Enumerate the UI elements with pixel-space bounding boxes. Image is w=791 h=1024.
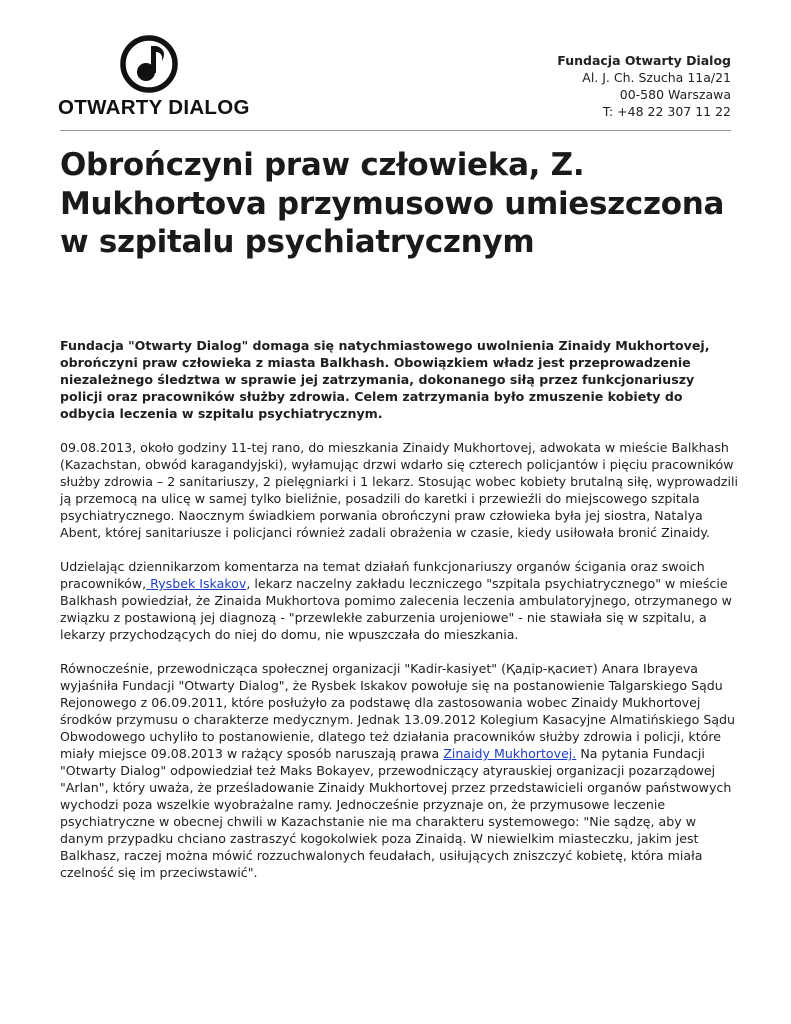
paragraph-3-text-start: Równocześnie, przewodnicząca społecznej organizacji "Kadir-kasiyet" (Қадір-қасиет) Anara Ibrayeva wyjaśniła Fundacji "Otwarty Dialog", że Rysbek Iskakov powołuje się na postanowienie Talgarskiego Sądu Rejonowego z 06.09.2011, które posłużyło za podstawę dla zastosowania wobec Zinaidy Mukhortovej środków przymusu o charakterze medycznym. Jednak 13.09.2012 Kolegium Kasacyjne Almatińskiego Sądu Obwodowego uchyliło to postanowienie, dlatego też działania pracowników służby zdrowia i policji, które miały miejsce 09.08.2013 w rażący sposób naruszają prawa xyxy=(60,661,736,761)
phone-number: T: +48 22 307 11 22 xyxy=(602,104,731,119)
zinaida-mukhortova-link[interactable]: Zinaidy Mukhortovej. xyxy=(443,746,577,761)
header-divider xyxy=(60,130,731,131)
organization-name: Fundacja Otwarty Dialog xyxy=(557,53,731,68)
paragraph-3 xyxy=(60,660,740,881)
paragraph-2 xyxy=(60,558,740,643)
organization-contact xyxy=(557,52,731,120)
logo xyxy=(58,34,250,119)
logo-text: OTWARTY DIALOG xyxy=(58,96,250,119)
paragraph-3-text-end: Na pytania Fundacji "Otwarty Dialog" odpowiedział też Maks Bokayev, przewodniczący atyrauskiej organizacji pozarządowej "Arlan", który uważa, że prześladowanie Zinaidy Mukhortovej przez przedstawicieli organów państwowych wychodzi poza wszelkie wyobrażalne ramy. Jednocześnie przyznaje on, że przymusowe leczenie psychiatryczne w obecnej chwili w Kazachstanie nie ma charakteru systemowego: "Nie sądzę, aby w danym przypadku chciano zastraszyć kogokolwiek poza Zinaidą. W niewielkim miasteczku, jakim jest Balkhasz, raczej można mówić rozzuchwalonych feudałach, usiłujących zniszczyć kobietę, która miała czelność się im przeciwstawić". xyxy=(60,746,732,880)
paragraph-1: 09.08.2013, około godziny 11-tej rano, do mieszkania Zinaidy Mukhortovej, adwokata w mieście Balkhash (Kazachstan, obwód karagandyjski), wyłamując drzwi wdarło się czterech policjantów i pięciu pracowników służby zdrowia – 2 sanitariuszy, 2 pielęgniarki i 1 lekarz. Stosując wobec kobiety brutalną siłę, wyprowadzili ją przemocą na ulicę w samej tylko bieliźnie, posadzili do karetki i przewieźli do miejscowego szpitala psychiatrycznego. Naocznym świadkiem porwania obrończyni praw człowieka była jej siostra, Natalya Abent, której sanitariusze i policjanci również zadali obrażenia w czasie, kiedy usiłowała bronić Zinaidy. xyxy=(60,440,739,540)
paragraph-2-text-start: Udzielając dziennikarzom komentarza na temat działań funkcjonariuszy organów ścigania oraz swoich pracowników, xyxy=(60,559,705,591)
logo-icon xyxy=(118,34,182,94)
address-line-2: 00-580 Warszawa xyxy=(619,87,731,102)
rysbek-iskakov-link[interactable]: Rysbek Iskakov xyxy=(146,576,247,591)
article-body xyxy=(60,337,740,898)
lead-paragraph: Fundacja "Otwarty Dialog" domaga się natychmiastowego uwolnienia Zinaidy Mukhortovej, obrończyni praw człowieka z miasta Balkhash. Obowiązkiem władz jest przeprowadzenie niezależnego śledztwa w sprawie jej zatrzymania, dokonanego siłą przez funkcjonariuszy policji oraz pracowników służby zdrowia. Celem zatrzymania było zmuszenie kobiety do odbycia leczenia w szpitalu psychiatrycznym. xyxy=(60,338,710,421)
article-title: Obrończyni praw człowieka, Z. Mukhortova przymusowo umieszczona w szpitalu psychiatrycznym xyxy=(60,147,725,260)
paragraph-2-text-end: , lekarz naczelny zakładu leczniczego "szpitala psychiatrycznego" w mieście Balkhash powiedział, że Zinaida Mukhortova pomimo zalecenia leczenia ambulatoryjnego, otrzymanego w związku z postawioną jej diagnozą - "przewlekłe zaburzenia urojeniowe" - nie stawiała się w szpitalu, a lekarzy przychodzących do niej do domu, nie wpuszczała do mieszkania. xyxy=(60,576,732,642)
address-line-1: Al. J. Ch. Szucha 11a/21 xyxy=(582,70,731,85)
